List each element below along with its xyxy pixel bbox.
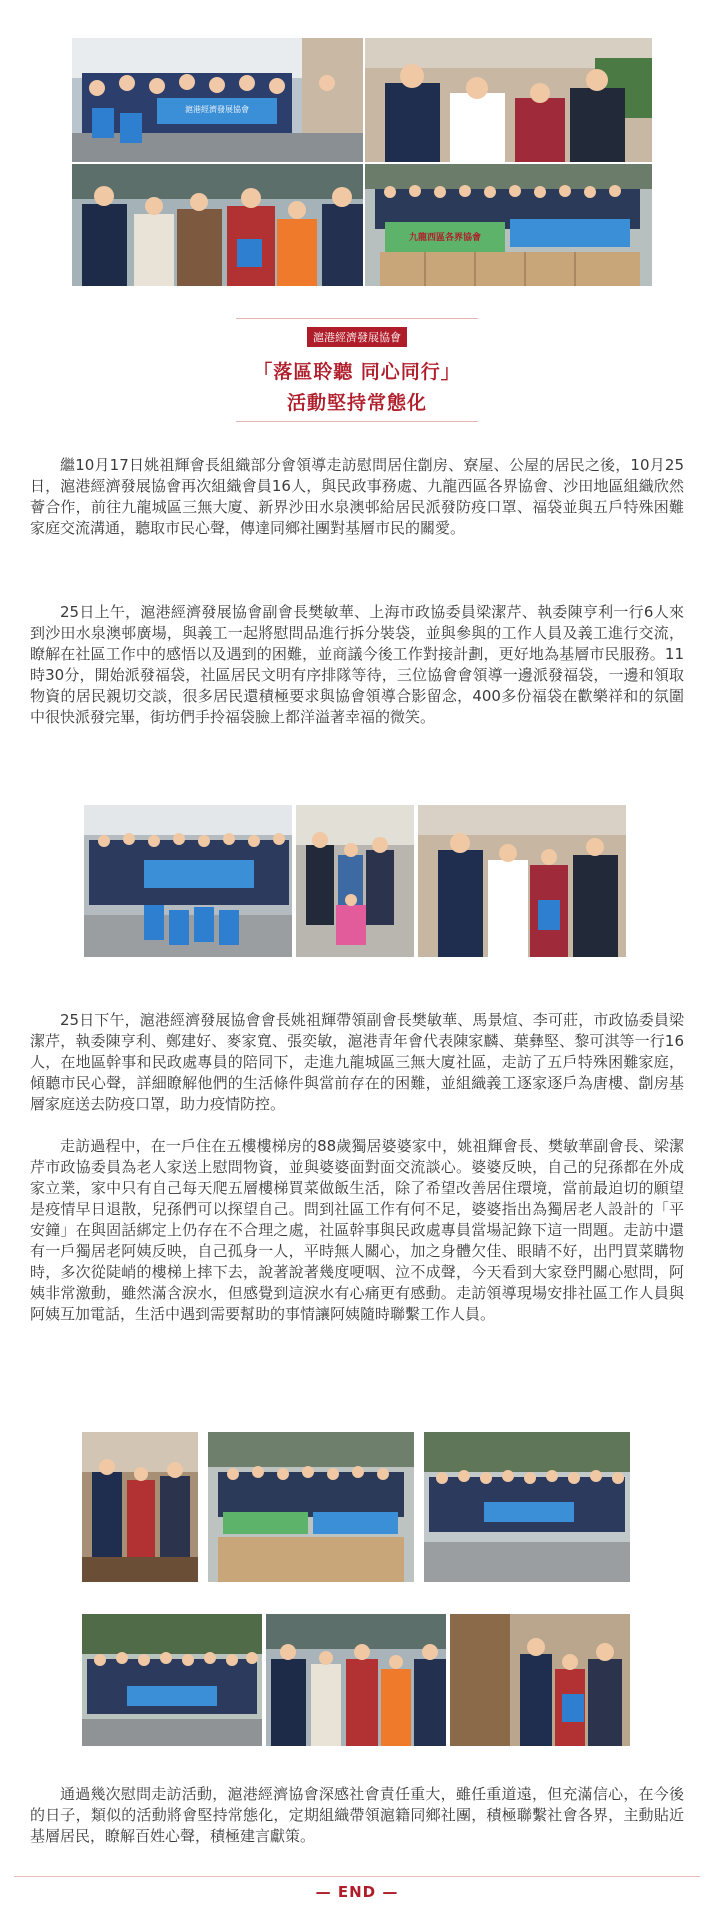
- photo-mid-left: [72, 164, 363, 286]
- paragraph-closing: 通過幾次慰問走訪活動，滬港經濟協會深感社會責任重大，雖任重道遠，但充滿信心，在今後的日子，類似的活動將會堅持常態化，定期組織帶領滬籍同鄉社團，積極聯繫社會各界，主動貼近基層居民，瞭解百姓心聲，積極建言獻策。: [30, 1785, 684, 1845]
- photo-row3-3: [424, 1432, 630, 1582]
- photo-row3-2: [208, 1432, 414, 1582]
- page-title-line1: 「落區聆聽 同心同行」: [253, 361, 461, 383]
- photo-mid-right: [365, 164, 652, 286]
- photo-row3-1: [82, 1432, 198, 1582]
- photo-row2-3: [418, 805, 626, 957]
- org-tag: 滬港經濟發展協會: [307, 327, 407, 347]
- end-label: — END —: [315, 1883, 399, 1901]
- paragraph-afternoon: 25日下午，滬港經濟發展協會會長姚祖輝帶領副會長樊敏華、馬景煊、李可莊，市政協委員梁潔芹，執委陳亨利、鄭建好、麥家寬、張奕敏，滬港青年會代表陳家麟、葉彝堅、黎可淇等一行16人，在地區幹事和民政處專員的陪同下，走進九龍城區三無大廈社區，走訪了五戶特殊困難家庭，傾聽市民心聲，詳細瞭解他們的生活條件與當前存在的困難，並組織義工逐家逐戶為唐樓、劏房基層家庭送去防疫口罩，助力疫情防控。: [30, 1011, 684, 1113]
- banner-caption: 九龍西區各界協會: [408, 233, 481, 243]
- paragraph-intro: 繼10月17日姚祖輝會長組織部分會領導走訪慰問居住劏房、寮屋、公屋的居民之後，10月25日，滬港經濟發展協會再次組織會員16人，與民政事務處、九龍西區各界協會、沙田地區組織欣然薈合作，前往九龍城區三無大廈、新界沙田水泉澳邨給居民派發防疫口罩、福袋並與五戶特殊困難家庭交流溝通，聽取市民心聲，傳達同鄉社團對基層市民的關愛。: [30, 456, 684, 537]
- page-title-line2: 活動堅持常態化: [286, 392, 427, 414]
- photo-top-left: [72, 38, 363, 162]
- banner-caption: 滬港經濟發展協會: [185, 105, 249, 114]
- paragraph-visit-details: 走訪過程中，在一戶住在五樓樓梯房的88歲獨居婆婆家中，姚祖輝會長、樊敏華副會長、梁潔芹市政協委員為老人家送上慰問物資，並與婆婆面對面交流談心。婆婆反映，自己的兒孫都在外成家立業，家中只有自己每天爬五層樓梯買菜做飯生活，除了希望改善居住環境，當前最迫切的願望是疫情早日退散，兒孫們可以探望自己。問到社區工作有何不足，婆婆指出為獨居老人設計的「平安鐘」在與固話綁定上仍存在不合理之處，社區幹事與民政處專員當場記錄下這一問題。走訪中還有一戶獨居老阿姨反映，自己孤身一人，平時無人關心，加之身體欠佳、眼睛不好，出門買菜購物時，多次從陡峭的樓梯上摔下去，說著說著幾度哽咽、泣不成聲，今天看到大家登門關心慰問，阿姨非常激動，雖然滿含淚水，但感覺到這淚水有心痛更有感動。走訪領導現場安排社區工作人員與阿姨互加電話，生活中遇到需要幫助的事情讓阿姨隨時聯繫工作人員。: [30, 1137, 684, 1323]
- footer-divider: [14, 1876, 700, 1877]
- photo-row3-4: [82, 1614, 262, 1746]
- photo-row3-6: [450, 1614, 630, 1746]
- photo-top-right: [365, 38, 652, 162]
- photo-row3-5: [266, 1614, 446, 1746]
- paragraph-morning: 25日上午，滬港經濟發展協會副會長樊敏華、上海市政協委員梁潔芹、執委陳亨利一行6人來到沙田水泉澳邨廣場，與義工一起將慰問品進行拆分裝袋，並與參與的工作人員及義工進行交流，瞭解在社區工作中的感悟以及遇到的困難，並商議今後工作對接計劃，更好地為基層市民服務。11時30分，開始派發福袋，社區居民文明有序排隊等待，三位協會會領導一邊派發福袋，一邊和領取物資的居民親切交談，很多居民還積極要求與協會領導合影留念，400多份福袋在歡樂祥和的氛圍中很快派發完畢，街坊們手拎福袋臉上都洋溢著幸福的微笑。: [30, 603, 684, 726]
- photo-row2-2: [296, 805, 414, 957]
- photo-row2-1: [84, 805, 292, 957]
- title-block: [236, 318, 478, 422]
